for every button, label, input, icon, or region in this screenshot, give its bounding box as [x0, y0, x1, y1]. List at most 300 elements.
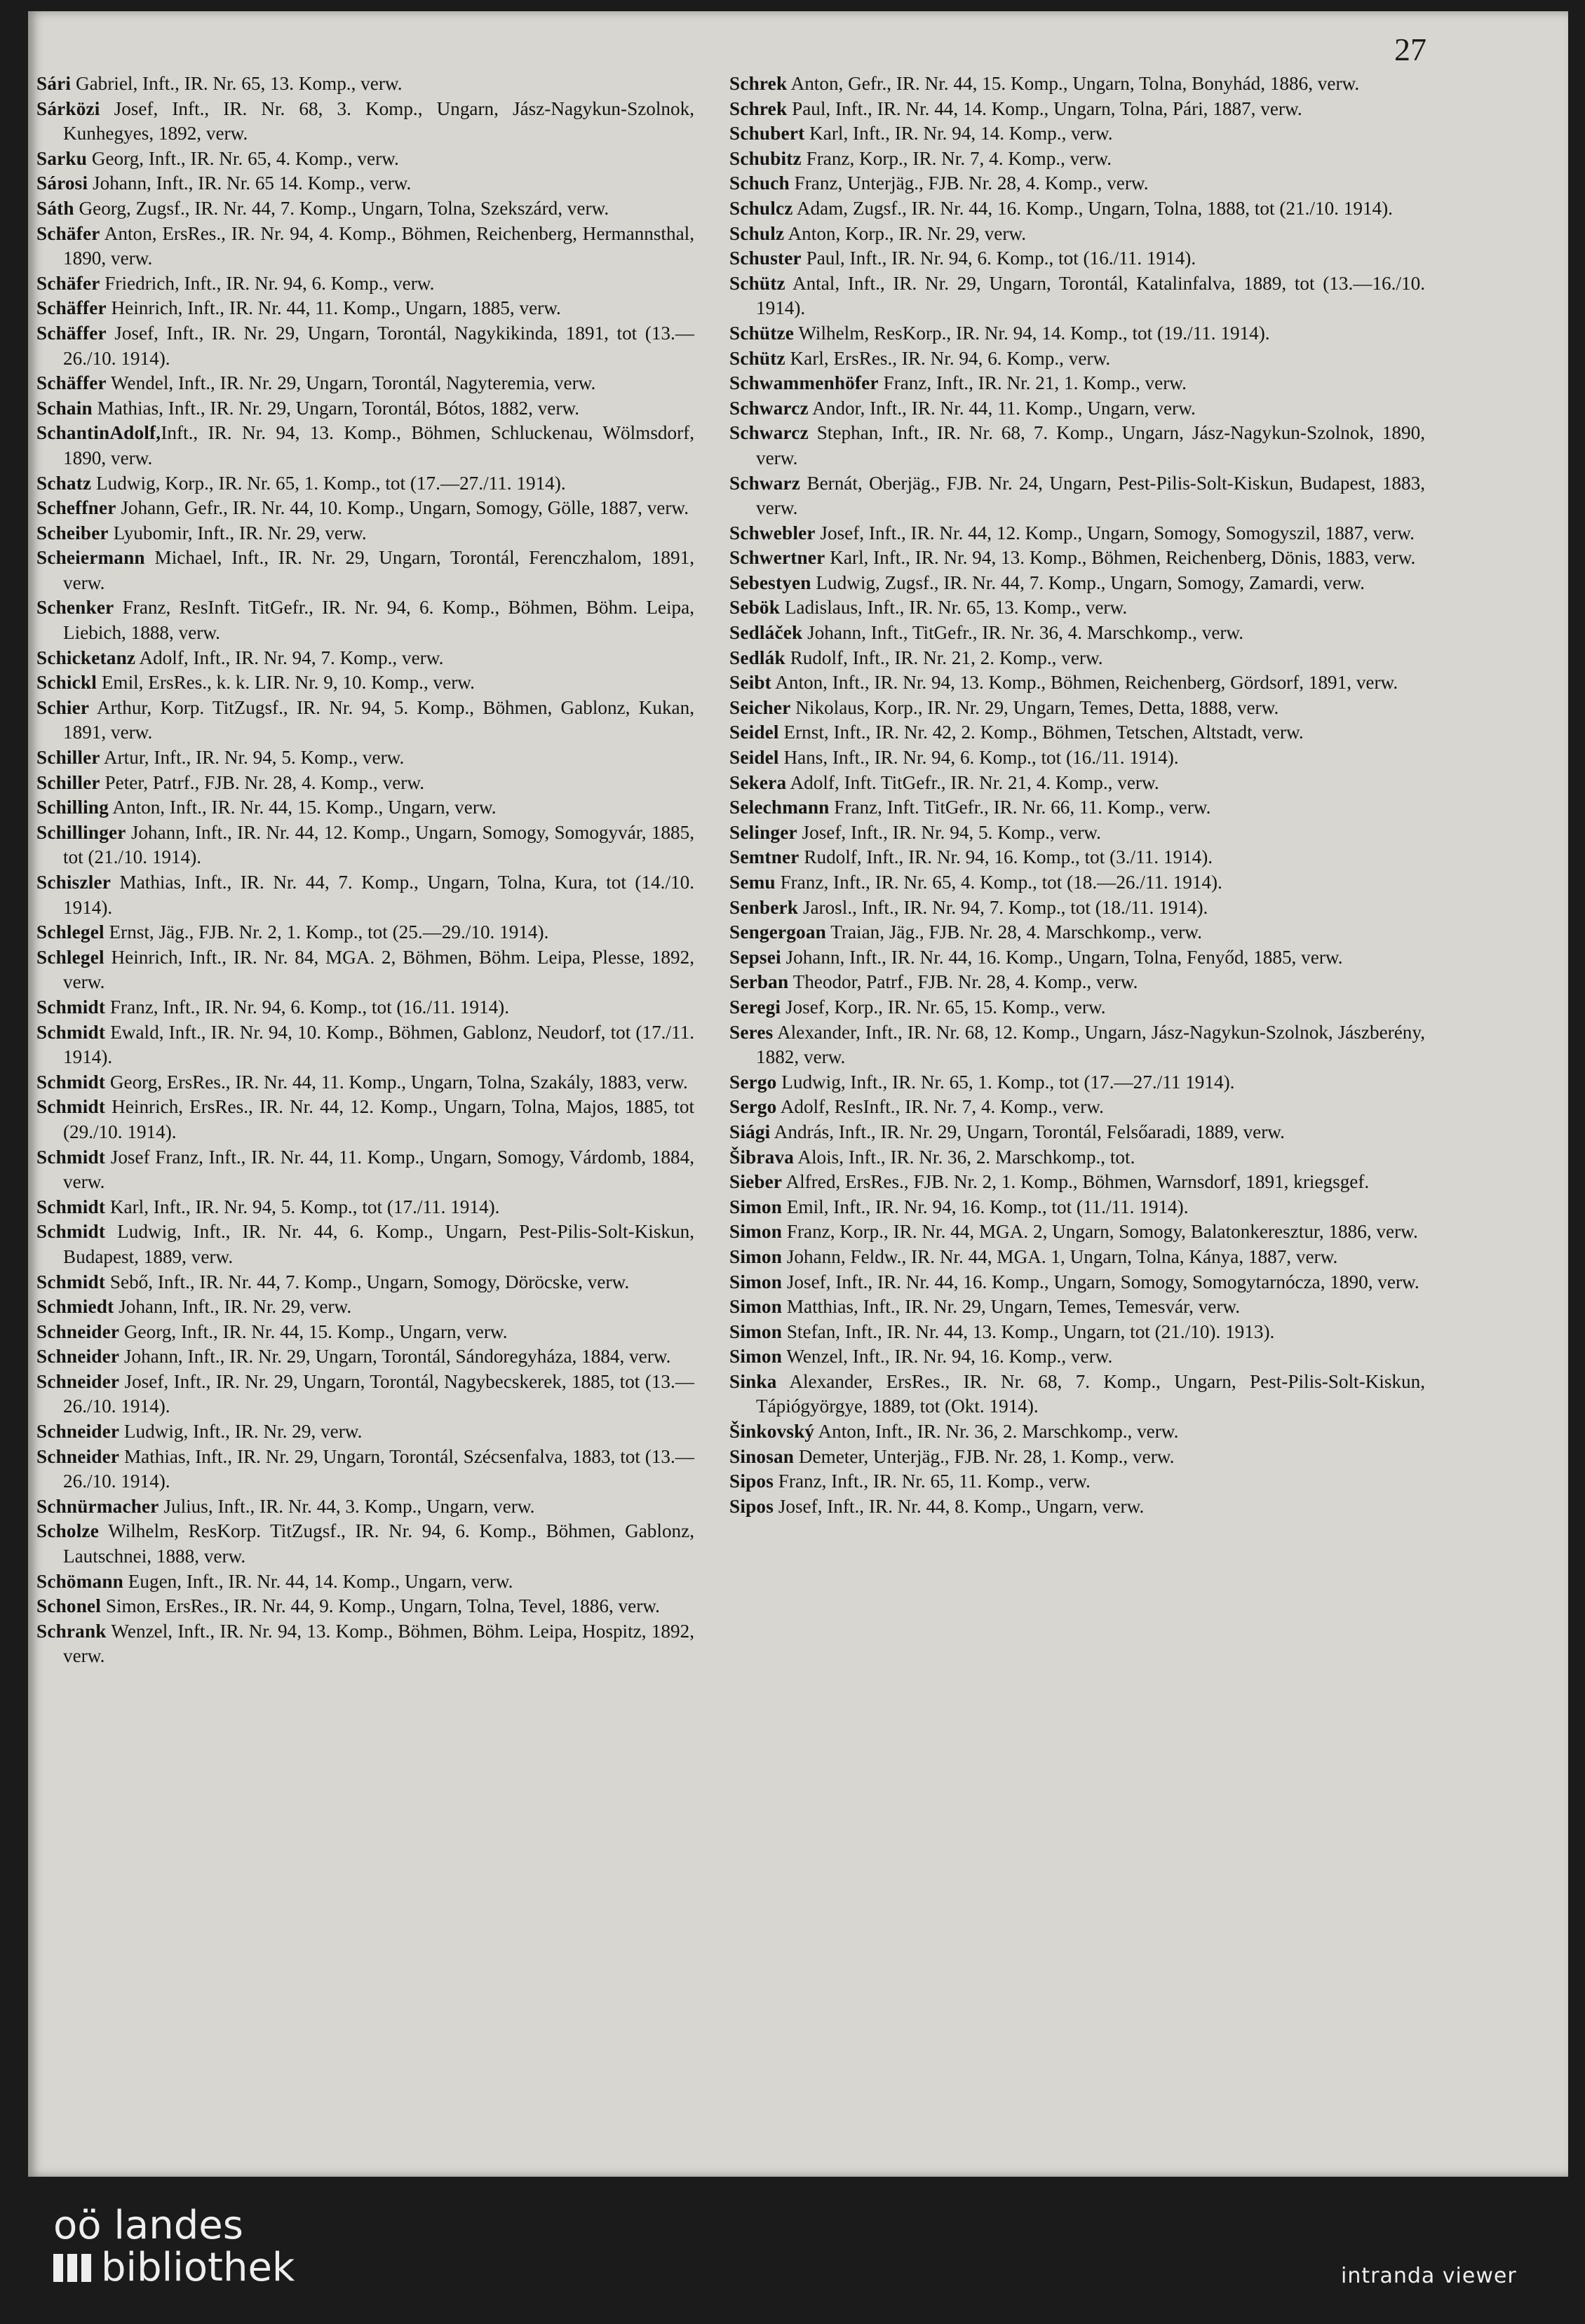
- entry-details: Johann, Gefr., IR. Nr. 44, 10. Komp., Ungarn, Somogy, Gölle, 1887, verw.: [116, 497, 689, 519]
- entry-details: Karl, Inft., IR. Nr. 94, 13. Komp., Böhmen, Reichenberg, Dönis, 1883, verw.: [825, 547, 1416, 569]
- roster-entry: [729, 371, 1425, 396]
- entry-details: Franz, Korp., IR. Nr. 7, 4. Komp., verw.: [801, 147, 1112, 169]
- entry-surname: Schwebler: [729, 522, 816, 543]
- roster-entry: [36, 321, 694, 371]
- entry-details: Franz, Korp., IR. Nr. 44, MGA. 2, Ungarn, Somogy, Balatonkeresztur, 1886, verw.: [782, 1221, 1418, 1243]
- entry-surname: Seidel: [729, 747, 779, 769]
- entry-details: Josef, Inft., IR. Nr. 68, 3. Komp., Ungarn, Jász-Nagykun-Szolnok, Kunhegyes, 1892, verw.: [63, 97, 694, 144]
- roster-entry: [36, 646, 694, 671]
- entry-details: Sebő, Inft., IR. Nr. 44, 7. Komp., Ungarn, Somogy, Döröcske, verw.: [105, 1271, 630, 1292]
- entry-surname: Semu: [729, 872, 776, 893]
- roster-entry: [36, 396, 694, 421]
- entry-surname: Sinosan: [729, 1445, 795, 1467]
- roster-entry: [729, 1419, 1425, 1445]
- entry-surname: Schmidt: [36, 1021, 106, 1043]
- entry-details: Franz, Inft., IR. Nr. 94, 6. Komp., tot (16./11. 1914).: [105, 996, 510, 1018]
- entry-surname: Schillinger: [36, 821, 126, 843]
- entry-details: Johann, Inft., IR. Nr. 29, verw.: [114, 1296, 352, 1318]
- roster-entry: [729, 171, 1425, 196]
- roster-entry: [36, 795, 694, 820]
- page-number: 27: [1394, 32, 1426, 67]
- roster-entry: [36, 1619, 694, 1669]
- roster-entry: [729, 745, 1425, 771]
- roster-entry: [36, 870, 694, 920]
- entry-surname: Scheiber: [36, 522, 109, 543]
- entry-details: Franz, Inft. TitGefr., IR. Nr. 66, 11. Komp., verw.: [829, 797, 1211, 818]
- entry-surname: Simon: [729, 1320, 783, 1342]
- entry-details: Mathias, Inft., IR. Nr. 29, Ungarn, Torontál, Szécsenfalva, 1883, tot (13.—26./10. 1914).: [63, 1445, 694, 1492]
- entry-surname: Sipos: [729, 1471, 774, 1492]
- entry-details: Anton, Korp., IR. Nr. 29, verw.: [784, 222, 1027, 244]
- entry-details: Heinrich, Inft., IR. Nr. 44, 11. Komp., Ungarn, 1885, verw.: [106, 297, 561, 319]
- roster-entry: [729, 346, 1425, 372]
- entry-surname: Sáth: [36, 197, 74, 219]
- entry-details: Johann, Inft., IR. Nr. 44, 12. Komp., Ungarn, Somogy, Somogyvár, 1885, tot (21./10. 1914).: [63, 821, 694, 868]
- entry-surname: Sergo: [729, 1071, 777, 1093]
- roster-entry: [729, 621, 1425, 646]
- entry-details: Mathias, Inft., IR. Nr. 44, 7. Komp., Ungarn, Tolna, Kura, tot (14./10. 1914).: [63, 872, 694, 918]
- entry-details: Franz, Inft., IR. Nr. 21, 1. Komp., verw.: [878, 372, 1187, 394]
- entry-surname: Schäffer: [36, 297, 107, 319]
- roster-entry: [729, 396, 1425, 421]
- entry-surname: Schuch: [729, 173, 790, 194]
- roster-entry: [729, 1020, 1425, 1070]
- entry-surname: Schiller: [36, 747, 100, 769]
- entry-details: Johann, Inft., IR. Nr. 65 14. Komp., verw.: [88, 173, 412, 194]
- entry-details: Karl, Inft., IR. Nr. 94, 5. Komp., tot (17./11. 1914).: [105, 1196, 500, 1217]
- entry-surname: Schütze: [729, 322, 795, 344]
- entry-surname: Schmidt: [36, 996, 106, 1018]
- entry-surname: Schmidt: [36, 1221, 106, 1243]
- entry-details: Ludwig, Inft., IR. Nr. 29, verw.: [119, 1421, 363, 1443]
- roster-entry: [36, 1095, 694, 1144]
- roster-entry: [729, 1270, 1425, 1295]
- entry-surname: Schmidt: [36, 1146, 106, 1168]
- entry-surname: Schmidt: [36, 1096, 106, 1118]
- roster-entry: [36, 97, 694, 147]
- roster-entry: [729, 97, 1425, 122]
- entry-details: Ludwig, Zugsf., IR. Nr. 44, 7. Komp., Ungarn, Somogy, Zamardi, verw.: [811, 572, 1365, 593]
- entry-surname: Sári: [36, 73, 72, 94]
- entry-details: Gabriel, Inft., IR. Nr. 65, 13. Komp., verw.: [71, 73, 403, 94]
- entry-details: Anton, Inft., IR. Nr. 36, 2. Marschkomp., verw.: [814, 1421, 1179, 1443]
- entry-details: Michael, Inft., IR. Nr. 29, Ungarn, Torontál, Ferenczhalom, 1891, verw.: [63, 547, 694, 593]
- entry-surname: Schäfer: [36, 272, 100, 294]
- entry-surname: Schmidt: [36, 1196, 106, 1217]
- entry-details: Anton, Inft., IR. Nr. 44, 15. Komp., Ungarn, verw.: [109, 797, 497, 818]
- roster-entry: [729, 246, 1425, 271]
- entry-details: Franz, ResInft. TitGefr., IR. Nr. 94, 6. Komp., Böhmen, Böhm. Leipa, Liebich, 1888, verw.: [63, 597, 694, 644]
- entry-details: Adolf, Inft. TitGefr., IR. Nr. 21, 4. Komp., verw.: [786, 771, 1159, 793]
- entry-surname: Schömann: [36, 1570, 123, 1592]
- roster-entry: [36, 496, 694, 521]
- entry-surname: Sipos: [729, 1495, 774, 1517]
- entry-surname: Šibrava: [729, 1146, 795, 1168]
- roster-entry: [729, 521, 1425, 546]
- roster-entry: [36, 1445, 694, 1494]
- entry-details: Anton, Inft., IR. Nr. 94, 13. Komp., Böhmen, Reichenberg, Gördsorf, 1891, verw.: [771, 672, 1398, 694]
- roster-entry: [729, 896, 1425, 921]
- entry-details: Paul, Inft., IR. Nr. 94, 6. Komp., tot (16./11. 1914).: [801, 248, 1196, 269]
- entry-surname: Schrek: [729, 73, 788, 94]
- entry-surname: Sinka: [729, 1370, 777, 1392]
- entry-details: Andor, Inft., IR. Nr. 44, 11. Komp., Ungarn, verw.: [808, 397, 1196, 419]
- entry-surname: Seres: [729, 1021, 774, 1043]
- entry-surname: Schiller: [36, 771, 100, 793]
- entry-details: Friedrich, Inft., IR. Nr. 94, 6. Komp., verw.: [100, 272, 435, 294]
- roster-entry: [36, 1145, 694, 1195]
- left-column: [28, 72, 694, 1669]
- entry-surname: Simon: [729, 1245, 783, 1267]
- entry-details: Karl, Inft., IR. Nr. 94, 14. Komp., verw.: [804, 123, 1113, 144]
- roster-entry: [729, 1070, 1425, 1095]
- roster-entry: [36, 670, 694, 696]
- roster-entry: [36, 1344, 694, 1370]
- entry-surname: Schütz: [729, 347, 785, 369]
- entry-surname: Schwarz: [729, 472, 801, 494]
- roster-entry: [36, 72, 694, 97]
- roster-entry: [729, 1445, 1425, 1470]
- roster-entry: [36, 1320, 694, 1345]
- entry-details: Nikolaus, Korp., IR. Nr. 29, Ungarn, Temes, Detta, 1888, verw.: [790, 696, 1279, 718]
- entry-surname: Sepsei: [729, 946, 781, 968]
- entry-surname: Sárosi: [36, 173, 88, 194]
- entry-surname: Scheiermann: [36, 547, 145, 569]
- entry-details: Eugen, Inft., IR. Nr. 44, 14. Komp., Ungarn, verw.: [123, 1570, 513, 1592]
- roster-entry: [729, 995, 1425, 1020]
- entry-details: Jarosl., Inft., IR. Nr. 94, 7. Komp., tot (18./11. 1914).: [798, 896, 1208, 918]
- entry-surname: Sieber: [729, 1171, 783, 1193]
- entry-surname: Sergo: [729, 1096, 777, 1118]
- entry-details: Ernst, Jäg., FJB. Nr. 2, 1. Komp., tot (25.—29./10. 1914).: [104, 921, 549, 943]
- roster-entry: [729, 271, 1425, 321]
- entry-details: Ludwig, Inft., IR. Nr. 44, 6. Komp., Ungarn, Pest-Pilis-Solt-Kiskun, Budapest, 1889, verw.: [63, 1221, 694, 1267]
- entry-surname: Schäfer: [36, 222, 100, 244]
- roster-entry: [36, 1020, 694, 1070]
- roster-entry: [36, 696, 694, 745]
- roster-entry: [729, 147, 1425, 172]
- entry-surname: Schütz: [729, 272, 785, 294]
- roster-entry: [729, 870, 1425, 896]
- entry-surname: Schubitz: [729, 147, 802, 169]
- roster-entry: [36, 771, 694, 796]
- entry-surname: Schwertner: [729, 547, 825, 569]
- roster-entry: [36, 1195, 694, 1220]
- roster-entry: [729, 1195, 1425, 1220]
- entry-details: Wenzel, Inft., IR. Nr. 94, 13. Komp., Böhmen, Böhm. Leipa, Hospitz, 1892, verw.: [63, 1620, 694, 1667]
- entry-details: Josef, Inft., IR. Nr. 44, 16. Komp., Ungarn, Somogy, Somogytarnócza, 1890, verw.: [782, 1271, 1419, 1292]
- entry-details: Wendel, Inft., IR. Nr. 29, Ungarn, Torontál, Nagyteremia, verw.: [106, 372, 596, 394]
- roster-entry: [36, 995, 694, 1020]
- roster-entry: [36, 1220, 694, 1269]
- entry-surname: Schain: [36, 397, 93, 419]
- roster-entry: [729, 222, 1425, 247]
- entry-surname: Selinger: [729, 821, 797, 843]
- entry-details: Artur, Inft., IR. Nr. 94, 5. Komp., verw.: [100, 747, 405, 769]
- roster-entry: [36, 222, 694, 271]
- entry-details: Heinrich, Inft., IR. Nr. 84, MGA. 2, Böhmen, Böhm. Leipa, Plesse, 1892, verw.: [63, 946, 694, 993]
- entry-surname: Seicher: [729, 696, 791, 718]
- roster-entry: [729, 696, 1425, 721]
- roster-entry: [36, 1070, 694, 1095]
- roster-entry: [36, 371, 694, 396]
- entry-details: Johann, Inft., IR. Nr. 29, Ungarn, Torontál, Sándoregyháza, 1884, verw.: [119, 1346, 671, 1367]
- roster-entry: [36, 1419, 694, 1445]
- entry-surname: Schilling: [36, 797, 109, 818]
- roster-entry: [729, 1469, 1425, 1494]
- roster-entry: [729, 1245, 1425, 1270]
- roster-entry: [729, 421, 1425, 471]
- entry-surname: Schiszler: [36, 872, 111, 893]
- roster-entry: [36, 271, 694, 297]
- entry-details: Johann, Feldw., IR. Nr. 44, MGA. 1, Ungarn, Tolna, Kánya, 1887, verw.: [782, 1245, 1338, 1267]
- entry-details: Ladislaus, Inft., IR. Nr. 65, 13. Komp., verw.: [780, 597, 1128, 619]
- roster-entry: [729, 72, 1425, 97]
- entry-details: Stephan, Inft., IR. Nr. 68, 7. Komp., Ungarn, Jász-Nagykun-Szolnok, 1890, verw.: [756, 422, 1425, 468]
- entry-surname: Schulz: [729, 222, 785, 244]
- entry-surname: Schnürmacher: [36, 1495, 159, 1517]
- roster-entry: [729, 1370, 1425, 1419]
- entry-surname: Šinkovský: [729, 1421, 815, 1443]
- entry-details: Ernst, Inft., IR. Nr. 42, 2. Komp., Böhmen, Tetschen, Altstadt, verw.: [778, 722, 1304, 743]
- entry-details: Alexander, Inft., IR. Nr. 68, 12. Komp., Ungarn, Jász-Nagykun-Szolnok, Jászberény, 1882, verw.: [756, 1021, 1425, 1068]
- logo-bars-icon: [53, 2254, 94, 2282]
- entry-surname: Schneider: [36, 1421, 120, 1443]
- entry-surname: Sebök: [729, 597, 781, 619]
- entry-surname: Schatz: [36, 472, 92, 494]
- entry-details: Alois, Inft., IR. Nr. 36, 2. Marschkomp., tot.: [794, 1146, 1135, 1168]
- entry-details: Julius, Inft., IR. Nr. 44, 3. Komp., Ungarn, verw.: [158, 1495, 535, 1517]
- roster-entry: [36, 1295, 694, 1320]
- entry-details: Johann, Inft., IR. Nr. 44, 16. Komp., Ungarn, Tolna, Fenyőd, 1885, verw.: [781, 946, 1343, 968]
- roster-entry: [729, 321, 1425, 346]
- entry-details: Antal, Inft., IR. Nr. 29, Ungarn, Torontál, Katalinfalva, 1889, tot (13.—16./10. 1914).: [756, 272, 1425, 319]
- entry-surname: Simon: [729, 1296, 783, 1318]
- roster-entry: [36, 171, 694, 196]
- entry-details: Georg, ErsRes., IR. Nr. 44, 11. Komp., Ungarn, Tolna, Szakály, 1883, verw.: [105, 1071, 688, 1093]
- roster-entry: [729, 1170, 1425, 1195]
- roster-entry: [36, 1594, 694, 1619]
- roster-entry: [729, 1095, 1425, 1120]
- entry-surname: Scheffner: [36, 497, 116, 519]
- right-column: [729, 72, 1425, 1519]
- entry-details: Bernát, Oberjäg., FJB. Nr. 24, Ungarn, Pest-Pilis-Solt-Kiskun, Budapest, 1883, verw.: [756, 472, 1425, 519]
- entry-details: Emil, ErsRes., k. k. LIR. Nr. 9, 10. Komp., verw.: [97, 672, 475, 694]
- viewer-footer: [0, 2177, 1585, 2324]
- entry-surname: Schwarcz: [729, 422, 809, 444]
- entry-surname: Schier: [36, 696, 90, 718]
- roster-entry: [36, 1519, 694, 1569]
- entry-surname: Selechmann: [729, 797, 830, 818]
- entry-surname: Schrek: [729, 97, 788, 119]
- entry-surname: Sárközi: [36, 97, 100, 119]
- roster-entry: [729, 1220, 1425, 1245]
- entry-details: Peter, Patrf., FJB. Nr. 28, 4. Komp., verw.: [100, 771, 425, 793]
- entry-surname: Schicketanz: [36, 647, 136, 668]
- entry-surname: Scholze: [36, 1520, 99, 1542]
- entry-surname: Schäffer: [36, 322, 107, 344]
- entry-surname: Schneider: [36, 1445, 120, 1467]
- roster-entry: [36, 920, 694, 945]
- roster-entry: [729, 820, 1425, 846]
- entry-surname: Semtner: [729, 846, 800, 868]
- roster-entry: [729, 670, 1425, 696]
- roster-entry: [729, 920, 1425, 945]
- logo-line-2: bibliothek: [101, 2245, 295, 2290]
- entry-surname: Sengergoan: [729, 921, 826, 943]
- entry-details: Josef, Inft., IR. Nr. 29, Ungarn, Torontál, Nagybecskerek, 1885, tot (13.—26./10. 1914).: [63, 1370, 694, 1417]
- entry-details: Adolf, ResInft., IR. Nr. 7, 4. Komp., verw.: [776, 1096, 1104, 1118]
- roster-entry: [729, 595, 1425, 621]
- roster-entry: [36, 1494, 694, 1520]
- roster-entry: [729, 546, 1425, 571]
- entry-details: Traian, Jäg., FJB. Nr. 28, 4. Marschkomp., verw.: [825, 921, 1202, 943]
- roster-entry: [36, 147, 694, 172]
- entry-details: Paul, Inft., IR. Nr. 44, 14. Komp., Ungarn, Tolna, Pári, 1887, verw.: [787, 97, 1302, 119]
- entry-details: Simon, ErsRes., IR. Nr. 44, 9. Komp., Ungarn, Tolna, Tevel, 1886, verw.: [101, 1595, 660, 1617]
- entry-details: Alexander, ErsRes., IR. Nr. 68, 7. Komp., Ungarn, Pest-Pilis-Solt-Kiskun, Tápiógyörgye, 1889, tot (Okt. 1914).: [756, 1370, 1425, 1417]
- roster-entry: [729, 571, 1425, 596]
- entry-surname: Schlegel: [36, 921, 104, 943]
- entry-surname: Schwarcz: [729, 397, 809, 419]
- entry-surname: Schulcz: [729, 197, 793, 219]
- entry-details: Anton, ErsRes., IR. Nr. 94, 4. Komp., Böhmen, Reichenberg, Hermannsthal, 1890, verw.: [63, 222, 694, 269]
- entry-details: Karl, ErsRes., IR. Nr. 94, 6. Komp., verw.: [785, 347, 1111, 369]
- roster-entry: [36, 1569, 694, 1595]
- entry-surname: Schmiedt: [36, 1296, 114, 1318]
- roster-entry: [729, 1344, 1425, 1370]
- entry-details: Matthias, Inft., IR. Nr. 29, Ungarn, Temes, Temesvár, verw.: [782, 1296, 1241, 1318]
- entry-details: Josef, Inft., IR. Nr. 44, 8. Komp., Ungarn, verw.: [773, 1495, 1145, 1517]
- entry-surname: Simon: [729, 1196, 783, 1217]
- entry-details: Alfred, ErsRes., FJB. Nr. 2, 1. Komp., Böhmen, Warnsdorf, 1891, kriegsgef.: [782, 1171, 1370, 1193]
- entry-surname: Simon: [729, 1271, 783, 1292]
- entry-details: Stefan, Inft., IR. Nr. 44, 13. Komp., Ungarn, tot (21./10). 1913).: [782, 1320, 1275, 1342]
- entry-details: Josef Franz, Inft., IR. Nr. 44, 11. Komp., Ungarn, Somogy, Várdomb, 1884, verw.: [63, 1146, 694, 1193]
- entry-surname: Sedláček: [729, 622, 803, 644]
- entry-details: Georg, Inft., IR. Nr. 44, 15. Komp., Ungarn, verw.: [119, 1320, 508, 1342]
- entry-surname: Schrank: [36, 1620, 107, 1642]
- entry-details: Ewald, Inft., IR. Nr. 94, 10. Komp., Böhmen, Gablonz, Neudorf, tot (17./11. 1914).: [63, 1021, 694, 1068]
- entry-details: Heinrich, ErsRes., IR. Nr. 44, 12. Komp., Ungarn, Tolna, Majos, 1885, tot (29./10. 1914).: [63, 1096, 694, 1142]
- roster-entry: [729, 845, 1425, 870]
- roster-entry: [729, 795, 1425, 820]
- roster-entry: [36, 1270, 694, 1295]
- roster-entry: [729, 1494, 1425, 1520]
- entry-details: Ludwig, Inft., IR. Nr. 65, 1. Komp., tot (17.—27./11 1914).: [776, 1071, 1235, 1093]
- entry-surname: Simon: [729, 1346, 783, 1367]
- roster-entry: [36, 546, 694, 595]
- entry-surname: Seidel: [729, 722, 779, 743]
- entry-details: Inft., IR. Nr. 94, 13. Komp., Böhmen, Schluckenau, Wölmsdorf, 1890, verw.: [63, 422, 694, 468]
- roster-entry: [729, 1145, 1425, 1170]
- entry-details: Franz, Unterjäg., FJB. Nr. 28, 4. Komp., verw.: [789, 173, 1149, 194]
- roster-entry: [36, 421, 694, 471]
- roster-entry: [729, 771, 1425, 796]
- roster-entry: [729, 196, 1425, 222]
- entry-details: Theodor, Patrf., FJB. Nr. 28, 4. Komp., verw.: [788, 971, 1138, 993]
- entry-details: Rudolf, Inft., IR. Nr. 94, 16. Komp., tot (3./11. 1914).: [799, 846, 1213, 868]
- entry-surname: Seibt: [729, 672, 771, 694]
- entry-surname: Schäffer: [36, 372, 107, 394]
- roster-entry: [729, 720, 1425, 745]
- entry-surname: Schneider: [36, 1370, 120, 1392]
- entry-details: Josef, Inft., IR. Nr. 44, 12. Komp., Ungarn, Somogy, Somogyszil, 1887, verw.: [815, 522, 1415, 543]
- entry-details: Franz, Inft., IR. Nr. 65, 4. Komp., tot (18.—26./11. 1914).: [775, 872, 1222, 893]
- entry-details: András, Inft., IR. Nr. 29, Ungarn, Torontál, Felsőaradi, 1889, verw.: [770, 1121, 1285, 1142]
- roster-entry: [729, 945, 1425, 971]
- logo-line-1: oö landes: [53, 2203, 243, 2248]
- entry-details: Josef, Korp., IR. Nr. 65, 15. Komp., verw.: [781, 996, 1106, 1018]
- document-page: [28, 11, 1568, 2177]
- roster-entry: [36, 1370, 694, 1419]
- entry-details: Adolf, Inft., IR. Nr. 94, 7. Komp., verw.: [135, 647, 444, 668]
- entry-surname: Simon: [729, 1221, 783, 1243]
- entry-details: Rudolf, Inft., IR. Nr. 21, 2. Komp., verw.: [785, 647, 1103, 668]
- entry-details: Franz, Inft., IR. Nr. 65, 11. Komp., verw.: [773, 1471, 1091, 1492]
- entry-surname: Schenker: [36, 597, 114, 619]
- entry-surname: Siági: [729, 1121, 771, 1142]
- entry-details: Josef, Inft., IR. Nr. 94, 5. Komp., verw.: [797, 821, 1101, 843]
- roster-entry: [729, 1295, 1425, 1320]
- entry-surname: Senberk: [729, 896, 799, 918]
- entry-surname: Schubert: [729, 123, 805, 144]
- entry-surname: SchantinAdolf,: [36, 422, 161, 444]
- entry-surname: Sedlák: [729, 647, 785, 668]
- entry-surname: Schneider: [36, 1346, 120, 1367]
- roster-entry: [36, 296, 694, 321]
- roster-entry: [729, 1320, 1425, 1345]
- roster-entry: [36, 745, 694, 771]
- roster-entry: [729, 471, 1425, 521]
- roster-entry: [36, 521, 694, 546]
- entry-surname: Schlegel: [36, 946, 104, 968]
- entry-details: Johann, Inft., TitGefr., IR. Nr. 36, 4. Marschkomp., verw.: [802, 622, 1244, 644]
- roster-entry: [36, 945, 694, 995]
- library-logo[interactable]: [53, 2205, 295, 2289]
- roster-entry: [36, 471, 694, 496]
- entry-details: Hans, Inft., IR. Nr. 94, 6. Komp., tot (16./11. 1914).: [778, 747, 1179, 769]
- entry-details: Lyubomir, Inft., IR. Nr. 29, verw.: [108, 522, 367, 543]
- entry-surname: Schickl: [36, 672, 97, 694]
- roster-entry: [729, 121, 1425, 147]
- roster-entry: [729, 646, 1425, 671]
- entry-details: Emil, Inft., IR. Nr. 94, 16. Komp., tot (11./11. 1914).: [782, 1196, 1189, 1217]
- entry-surname: Seregi: [729, 996, 781, 1018]
- entry-details: Georg, Zugsf., IR. Nr. 44, 7. Komp., Ungarn, Tolna, Szekszárd, verw.: [74, 197, 609, 219]
- roster-entry: [36, 820, 694, 870]
- roster-entry: [36, 196, 694, 222]
- entry-details: Mathias, Inft., IR. Nr. 29, Ungarn, Torontál, Bótos, 1882, verw.: [92, 397, 580, 419]
- entry-surname: Sebestyen: [729, 572, 811, 593]
- entry-surname: Serban: [729, 971, 789, 993]
- entry-details: Demeter, Unterjäg., FJB. Nr. 28, 1. Komp., verw.: [794, 1445, 1175, 1467]
- entry-details: Arthur, Korp. TitZugsf., IR. Nr. 94, 5. Komp., Böhmen, Gablonz, Kukan, 1891, verw.: [63, 696, 694, 743]
- entry-surname: Schwammenhöfer: [729, 372, 879, 394]
- entry-details: Ludwig, Korp., IR. Nr. 65, 1. Komp., tot (17.—27./11. 1914).: [91, 472, 566, 494]
- roster-entry: [729, 1120, 1425, 1145]
- entry-surname: Schneider: [36, 1320, 120, 1342]
- entry-details: Georg, Inft., IR. Nr. 65, 4. Komp., verw.: [87, 147, 399, 169]
- viewer-brand[interactable]: intranda viewer: [1341, 2264, 1517, 2288]
- entry-details: Josef, Inft., IR. Nr. 29, Ungarn, Torontál, Nagykikinda, 1891, tot (13.—26./10. 1914).: [63, 322, 694, 369]
- entry-details: Anton, Gefr., IR. Nr. 44, 15. Komp., Ungarn, Tolna, Bonyhád, 1886, verw.: [787, 73, 1360, 94]
- entry-surname: Schmidt: [36, 1071, 106, 1093]
- entry-details: Wilhelm, ResKorp. TitZugsf., IR. Nr. 94, 6. Komp., Böhmen, Gablonz, Lautschnei, 1888, verw.: [63, 1520, 694, 1567]
- entry-surname: Sekera: [729, 771, 787, 793]
- entry-surname: Schmidt: [36, 1271, 106, 1292]
- entry-surname: Sarku: [36, 147, 88, 169]
